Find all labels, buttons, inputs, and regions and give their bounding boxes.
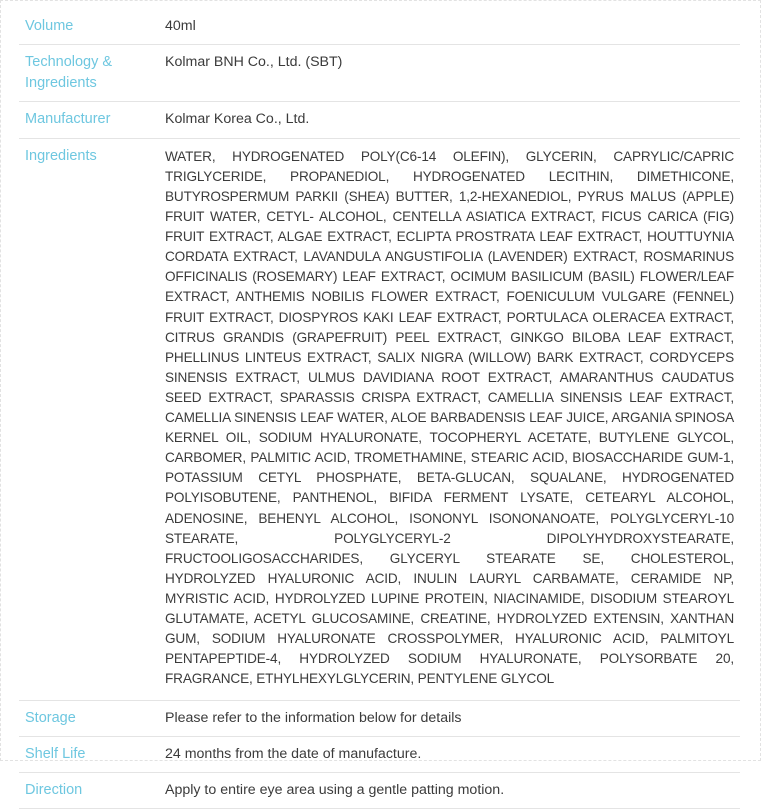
table-row bbox=[19, 45, 740, 102]
table-row bbox=[19, 773, 740, 809]
row-value-shelf-life: 24 months from the date of manufacture. bbox=[159, 736, 740, 772]
row-value-ingredients: WATER, HYDROGENATED POLY(C6-14 OLEFIN), GLYCERIN, CAPRYLIC/CAPRIC TRIGLYCERIDE, PROPANEDIOL, HYDROGENATED LECITHIN, DIMETHICONE, BUTYROSPERMUM PARKII (SHEA) BUTTER, 1,2-HEXANEDIOL, PYRUS MALUS (APPLE) FRUIT WATER, CETYL- ALCOHOL, CENTELLA ASIATICA EXTRACT, FICUS CARICA (FIG) FRUIT EXTRACT, ALGAE EXTRACT, ECLIPTA PROSTRATA LEAF EXTRACT, HOUTTUYNIA CORDATA EXTRACT, LAVANDULA ANGUSTIFOLIA (LAVENDER) EXTRACT, ROSMARINUS OFFICINALIS (ROSEMARY) LEAF EXTRACT, OCIMUM BASILICUM (BASIL) FLOWER/LEAF EXTRACT, ANTHEMIS NOBILIS FLOWER EXTRACT, FOENICULUM VULGARE (FENNEL) FRUIT EXTRACT, DIOSPYROS KAKI LEAF EXTRACT, PORTULACA OLERACEA EXTRACT, CITRUS GRANDIS (GRAPEFRUIT) PEEL EXTRACT, GINKGO BILOBA LEAF EXTRACT, PHELLINUS LINTEUS EXTRACT, SALIX NIGRA (WILLOW) BARK EXTRACT, CORDYCEPS SINENSIS EXTRACT, ULMUS DAVIDIANA ROOT EXTRACT, AMARANTHUS CAUDATUS SEED EXTRACT, SPARASSIS CRISPA EXTRACT, CAMELLIA SINENSIS LEAF EXTRACT, CAMELLIA SINENSIS LEAF WATER, ALOE BARBADENSIS LEAF JUICE, ARGANIA SPINOSA KERNEL OIL, SODIUM HYALURONATE, TOCOPHERYL ACETATE, BUTYLENE GLYCOL, CARBOMER, PALMITIC ACID, TROMETHAMINE, STEARIC ACID, BIOSACCHARIDE GUM-1, POTASSIUM CETYL PHOSPHATE, BETA-GLUCAN, SQUALANE, HYDROGENATED POLYISOBUTENE, PANTHENOL, BIFIDA FERMENT LYSATE, CETEARYL ALCOHOL, ADENOSINE, BEHENYL ALCOHOL, ISONONYL ISONONANOATE, POLYGLYCERYL-10 STEARATE, POLYGLYCERYL-2 DIPOLYHYDROXYSTEARATE, FRUCTOOLIGOSACCHARIDES, GLYCERYL STEARATE SE, CHOLESTEROL, HYDROLYZED HYALURONIC ACID, INULIN LAURYL CARBAMATE, CERAMIDE NP, MYRISTIC ACID, HYDROLYZED LUPINE PROTEIN, NIACINAMIDE, DISODIUM STEAROYL GLUTAMATE, ACETYL GLUCOSAMINE, CREATINE, HYDROLYZED EXTENSIN, XANTHAN GUM, SODIUM HYALURONATE CROSSPOLYMER, HYALURONIC ACID, PALMITOYL PENTAPEPTIDE-4, HYDROLYZED SODIUM HYALURONATE, POLYSORBATE 20, FRAGRANCE, ETHYLHEXYLGLYCERIN, PENTYLENE GLYCOL bbox=[159, 138, 740, 700]
product-spec-table bbox=[19, 9, 740, 809]
row-value-manufacturer: Kolmar Korea Co., Ltd. bbox=[159, 102, 740, 138]
table-row bbox=[19, 102, 740, 138]
table-row bbox=[19, 736, 740, 772]
row-value-technology-ingredients: Kolmar BNH Co., Ltd. (SBT) bbox=[159, 45, 740, 102]
row-label-direction: Direction bbox=[19, 773, 159, 809]
row-label-storage: Storage bbox=[19, 700, 159, 736]
row-label-volume: Volume bbox=[19, 9, 159, 45]
row-label-ingredients: Ingredients bbox=[19, 138, 159, 700]
table-row bbox=[19, 700, 740, 736]
row-label-shelf-life: Shelf Life bbox=[19, 736, 159, 772]
row-label-technology-ingredients: Technology & Ingredients bbox=[19, 45, 159, 102]
row-label-manufacturer: Manufacturer bbox=[19, 102, 159, 138]
table-row bbox=[19, 9, 740, 45]
row-value-direction: Apply to entire eye area using a gentle patting motion. bbox=[159, 773, 740, 809]
row-value-volume: 40ml bbox=[159, 9, 740, 45]
table-row bbox=[19, 138, 740, 700]
row-value-storage: Please refer to the information below for details bbox=[159, 700, 740, 736]
